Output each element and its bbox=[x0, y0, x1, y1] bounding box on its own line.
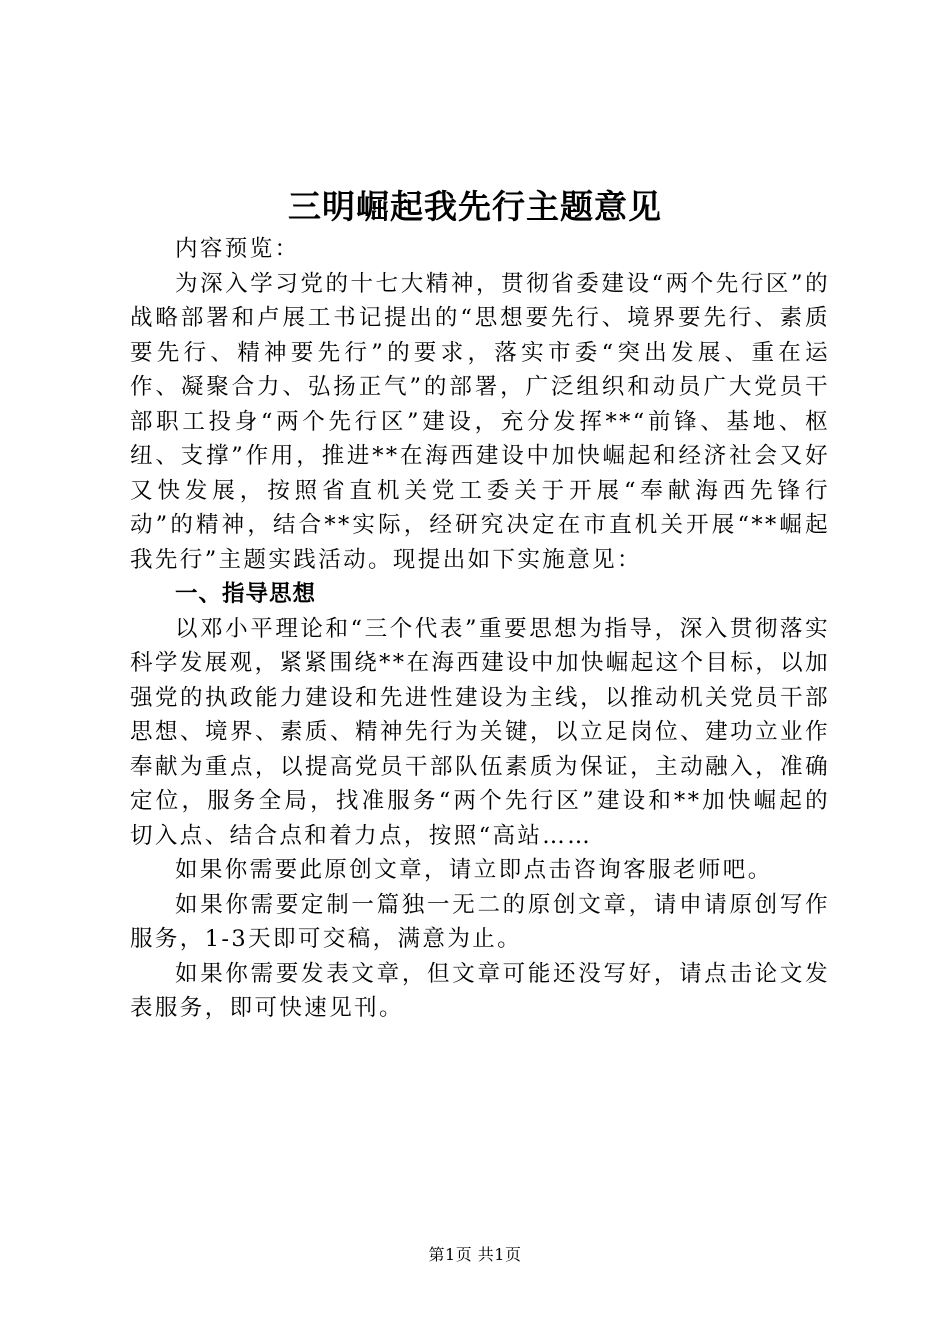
intro-paragraph: 为深入学习党的十七大精神，贯彻省委建设“两个先行区”的战略部署和卢展工书记提出的“思想要先行、境界要先行、素质要先行、精神要先行”的要求，落实市委“突出发展、重在运作、凝聚合力、弘扬正气”的部署，广泛组织和动员广大党员干部职工投身“两个先行区”建设，充分发挥**“前锋、基地、枢纽、支撑”作用，推进**在海西建设中加快崛起和经济社会又好又快发展，按照省直机关党工委关于开展“奉献海西先锋行动”的精神，结合**实际，经研究决定在市直机关开展“**崛起我先行”主题实践活动。现提出如下实施意见： bbox=[130, 270, 830, 573]
consult-service-paragraph: 如果你需要此原创文章，请立即点击咨询客服老师吧。 bbox=[175, 857, 773, 883]
preview-label: 内容预览： bbox=[175, 236, 300, 262]
section-heading: 一、指导思想 bbox=[175, 581, 317, 607]
publishing-service-paragraph: 如果你需要发表文章，但文章可能还没写好，请点击论文发表服务，即可快速见刊。 bbox=[130, 960, 830, 1021]
guiding-thought-paragraph: 以邓小平理论和“三个代表”重要思想为指导，深入贯彻落实科学发展观，紧紧围绕**在海西建设中加快崛起这个目标，以加强党的执政能力建设和先进性建设为主线，以推动机关党员干部思想、境界、素质、精神先行为关键，以立足岗位、建功立业作奉献为重点，以提高党员干部队伍素质为保证，主动融入，准确定位，服务全局，找准服务“两个先行区”建设和**加快崛起的切入点、结合点和着力点，按照“高站…… bbox=[130, 615, 830, 849]
page-title: 三明崛起我先行主题意见 bbox=[288, 187, 662, 226]
custom-writing-paragraph: 如果你需要定制一篇独一无二的原创文章，请申请原创写作服务，1-3天即可交稿，满意为止。 bbox=[130, 891, 830, 952]
page-number-footer: 第1页 共1页 bbox=[428, 1245, 522, 1264]
document-body bbox=[130, 232, 830, 1026]
